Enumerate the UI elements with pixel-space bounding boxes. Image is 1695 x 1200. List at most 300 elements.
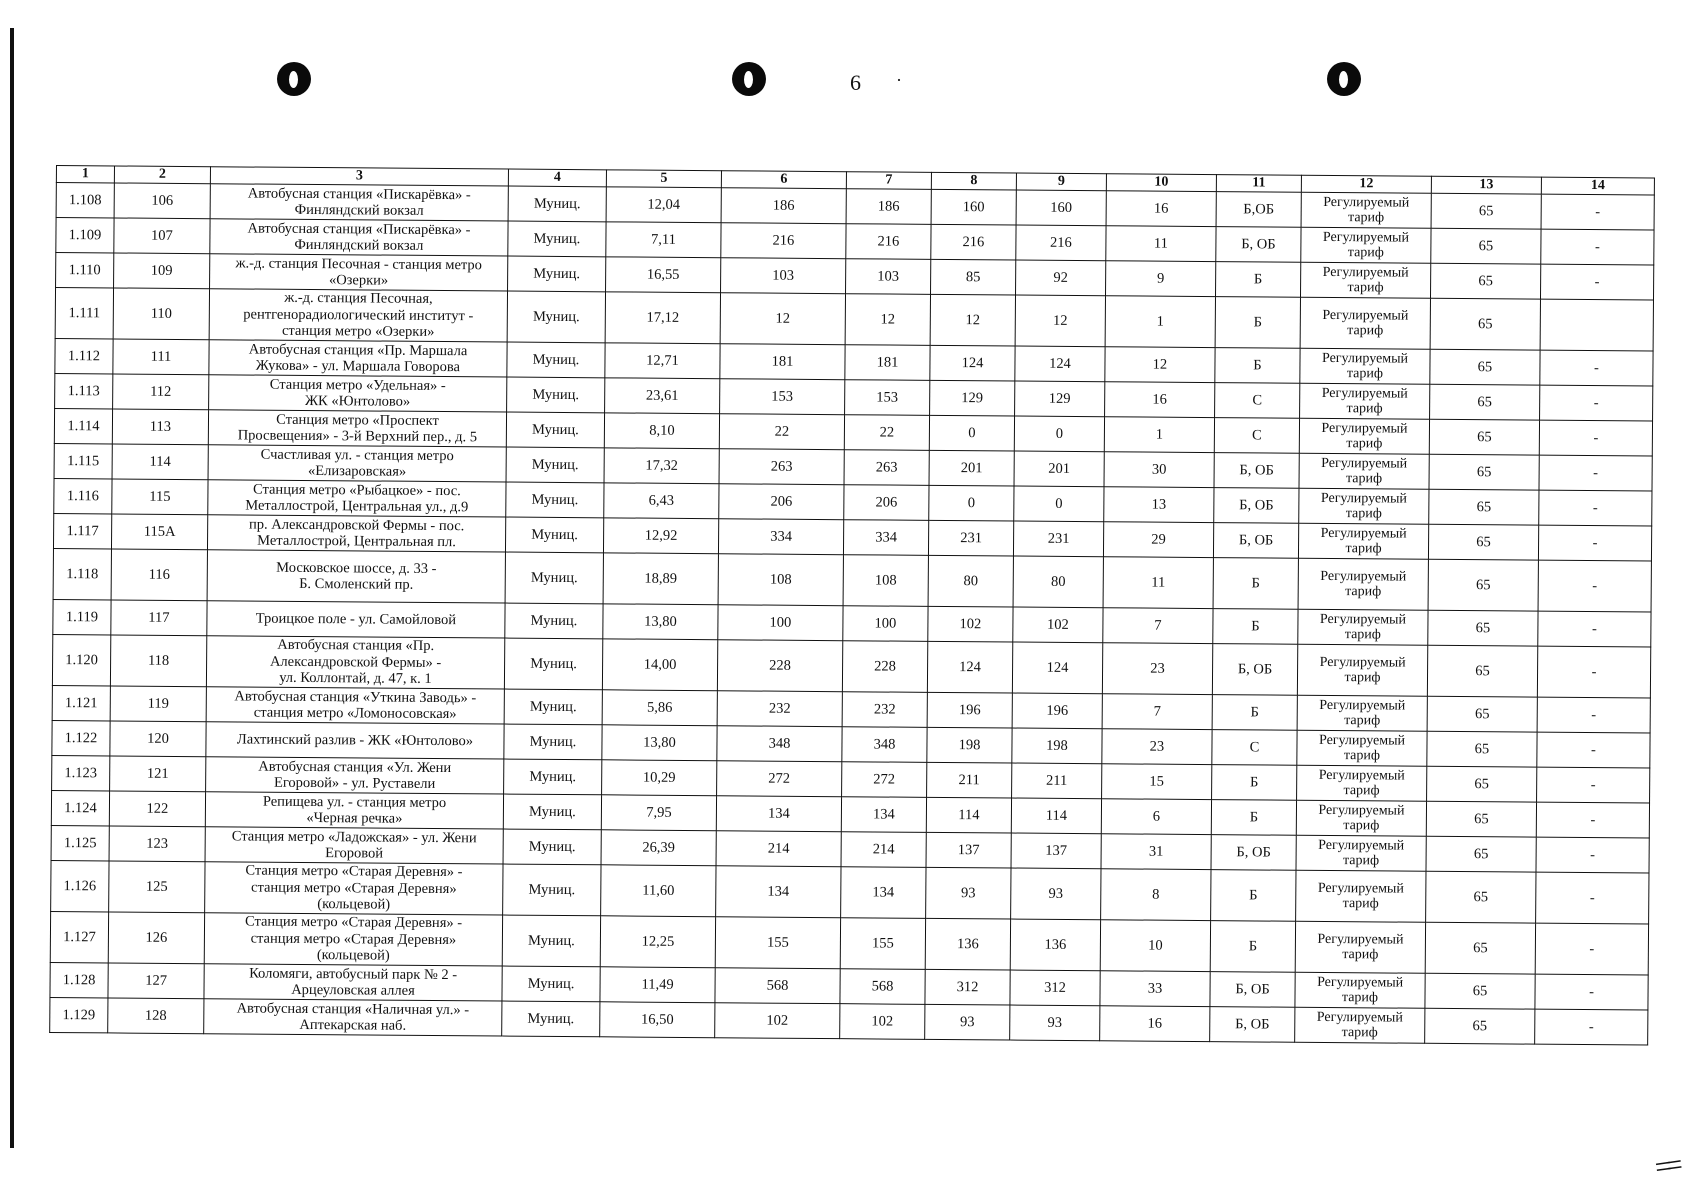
tariff-cell: Регулируемый тариф — [1295, 972, 1425, 1008]
table-cell: 1.124 — [51, 790, 109, 825]
table-cell: 8 — [1101, 869, 1211, 921]
column-header: 4 — [508, 169, 606, 187]
table-cell: - — [1537, 646, 1650, 698]
table-cell: 263 — [844, 450, 929, 486]
table-cell: 9 — [1106, 261, 1216, 297]
table-cell: Б — [1215, 297, 1300, 349]
table-cell: 201 — [1014, 451, 1104, 487]
table-cell: Б — [1213, 609, 1298, 645]
table-cell: - — [1540, 264, 1653, 300]
table-cell: 312 — [1010, 970, 1100, 1006]
tariff-cell: Регулируемый тариф — [1299, 453, 1429, 489]
route-name-cell: Автобусная станция «Наличная ул.» - Аптекарская наб. — [204, 999, 502, 1036]
route-name-cell: Станция метро «Удельная» - ЖК «Юнтолово» — [209, 375, 507, 412]
route-name-cell: Автобусная станция «Пискарёвка» - Финляндский вокзал — [210, 219, 508, 256]
table-cell: 121 — [110, 756, 206, 792]
table-cell: 124 — [930, 345, 1015, 381]
table-cell: 65 — [1426, 836, 1536, 872]
table-cell: 125 — [109, 861, 205, 913]
table-cell: 65 — [1425, 973, 1535, 1009]
table-cell: 7,95 — [601, 795, 716, 831]
table-cell: 111 — [113, 339, 209, 375]
table-cell: 92 — [1016, 260, 1106, 296]
column-header: 7 — [846, 172, 931, 190]
table-cell: 214 — [841, 832, 926, 868]
table-cell: С — [1215, 383, 1300, 419]
tariff-cell: Регулируемый тариф — [1299, 488, 1429, 524]
table-cell: 23 — [1102, 729, 1212, 765]
table-cell: 211 — [927, 762, 1012, 798]
table-cell: 80 — [928, 555, 1013, 607]
table-cell: 1.109 — [56, 218, 114, 253]
table-cell: Б — [1211, 870, 1296, 922]
table-cell: Муниц. — [504, 638, 602, 690]
table-cell: 15 — [1102, 764, 1212, 800]
table-cell: Муниц. — [502, 966, 600, 1002]
table-cell: 119 — [110, 686, 206, 722]
table-cell: 124 — [927, 641, 1012, 693]
table-cell: 22 — [844, 415, 929, 451]
column-header: 8 — [931, 172, 1016, 190]
table-cell: Муниц. — [506, 412, 604, 448]
table-cell: Муниц. — [505, 552, 603, 604]
table-cell: Муниц. — [507, 342, 605, 378]
table-cell: - — [1538, 611, 1651, 647]
table-cell: 231 — [1013, 521, 1103, 557]
table-cell: 196 — [927, 692, 1012, 728]
table-cell: 5,86 — [602, 690, 717, 726]
table-cell: 201 — [929, 450, 1014, 486]
table-cell: 228 — [842, 641, 927, 693]
table-cell: 115А — [111, 514, 207, 550]
table-cell: 65 — [1428, 524, 1538, 560]
table-cell: 17,32 — [604, 448, 719, 484]
route-name-cell: Репищева ул. - станция метро «Черная речка» — [205, 792, 503, 829]
tariff-cell: Регулируемый тариф — [1298, 523, 1428, 559]
table-cell: 272 — [717, 761, 842, 797]
table-cell: 65 — [1430, 263, 1540, 299]
routes-table — [49, 165, 1655, 1046]
table-cell: 16 — [1105, 382, 1215, 418]
table-cell: 65 — [1431, 228, 1541, 264]
table-cell: 216 — [846, 224, 931, 260]
table-cell: - — [1535, 1009, 1648, 1045]
table-cell: Б, ОБ — [1214, 453, 1299, 489]
table-cell: 155 — [715, 917, 840, 969]
route-name-cell: Троицкое поле - ул. Самойловой — [207, 601, 505, 638]
table-cell: Б, ОБ — [1212, 644, 1297, 696]
route-name-cell: Автобусная станция «Ул. Жени Егоровой» - ул. Руставели — [206, 757, 504, 794]
tariff-cell: Регулируемый тариф — [1300, 348, 1430, 384]
table-cell: 124 — [1012, 642, 1102, 694]
table-cell: 65 — [1425, 1008, 1535, 1044]
table-cell: 196 — [1012, 693, 1102, 729]
table-cell: 12 — [1105, 347, 1215, 383]
table-cell: - — [1536, 802, 1649, 838]
table-cell: 134 — [716, 866, 841, 918]
route-name-cell: Станция метро «Старая Деревня» - станция метро «Старая Деревня» (кольцевой) — [205, 862, 503, 915]
table-cell: 12 — [930, 294, 1015, 346]
table-cell: 65 — [1428, 610, 1538, 646]
table-cell: 1.118 — [53, 548, 111, 599]
table-cell: 103 — [721, 258, 846, 294]
table-cell: 216 — [1016, 225, 1106, 261]
table-cell: - — [1538, 525, 1651, 561]
column-header: 11 — [1216, 175, 1301, 193]
column-header: 12 — [1301, 175, 1431, 193]
table-cell: 232 — [717, 691, 842, 727]
table-cell: - — [1540, 350, 1653, 386]
table-cell: 65 — [1429, 419, 1539, 455]
table-cell: 1.121 — [52, 685, 110, 720]
table-cell: 103 — [846, 259, 931, 295]
table-cell: - — [1539, 455, 1652, 491]
route-name-cell: Автобусная станция «Уткина Заводь» - станция метро «Ломоносовская» — [206, 687, 504, 724]
column-header: 13 — [1431, 176, 1541, 194]
table-cell: Б — [1212, 695, 1297, 731]
table-cell: 134 — [841, 867, 926, 919]
table-cell: 216 — [931, 224, 1016, 260]
table-cell: 1.120 — [52, 634, 110, 685]
table-cell — [1540, 299, 1653, 351]
tariff-cell: Регулируемый тариф — [1300, 297, 1430, 349]
table-cell: 108 — [718, 554, 843, 606]
table-cell: 93 — [1011, 868, 1101, 920]
route-name-cell: ж.-д. станция Песочная - станция метро «Озерки» — [210, 254, 508, 291]
punch-hole-center — [732, 62, 766, 96]
table-cell: 263 — [719, 449, 844, 485]
tariff-cell: Регулируемый тариф — [1296, 870, 1426, 922]
table-cell: 153 — [720, 379, 845, 415]
table-cell: 117 — [111, 600, 207, 636]
page-mark: · — [896, 70, 902, 90]
table-cell: 153 — [845, 380, 930, 416]
table-cell: 7 — [1103, 608, 1213, 644]
table-cell: 16,55 — [606, 257, 721, 293]
table-cell: 112 — [113, 374, 209, 410]
table-cell: 232 — [842, 692, 927, 728]
table-cell: 11,60 — [601, 865, 716, 917]
route-name-cell: Станция метро «Старая Деревня» - станция метро «Старая Деревня» (кольцевой) — [204, 913, 502, 966]
table-cell: 136 — [1010, 919, 1100, 971]
table-cell: 7,11 — [606, 222, 721, 258]
route-name-cell: ж.-д. станция Песочная, рентгенорадиологический институт - станция метро «Озерки» — [209, 289, 507, 342]
tariff-cell: Регулируемый тариф — [1300, 262, 1430, 298]
tariff-cell: Регулируемый тариф — [1297, 644, 1427, 696]
table-cell: Муниц. — [508, 256, 606, 292]
tariff-cell: Регулируемый тариф — [1296, 835, 1426, 871]
table-cell: 1.126 — [51, 860, 109, 911]
table-cell: Муниц. — [503, 794, 601, 830]
table-cell: 114 — [112, 444, 208, 480]
table-cell: 11 — [1106, 226, 1216, 262]
tariff-cell: Регулируемый тариф — [1300, 383, 1430, 419]
table-cell: 1.119 — [53, 599, 111, 634]
table-cell: 334 — [843, 520, 928, 556]
punch-hole-left — [277, 62, 311, 96]
table-cell: 65 — [1430, 298, 1540, 350]
table-cell: С — [1214, 418, 1299, 454]
table-cell: 12 — [1015, 295, 1105, 347]
punch-hole-right — [1327, 62, 1361, 96]
table-cell: 116 — [111, 549, 207, 601]
table-cell: 1.117 — [53, 513, 111, 548]
table-cell: Муниц. — [505, 603, 603, 639]
table-cell: 65 — [1430, 384, 1540, 420]
table-cell: 568 — [715, 968, 840, 1004]
table-cell: 65 — [1427, 731, 1537, 767]
route-name-cell: Лахтинский разлив - ЖК «Юнтолово» — [206, 722, 504, 759]
column-header: 9 — [1016, 173, 1106, 191]
table-cell: 0 — [1014, 416, 1104, 452]
column-header: 1 — [56, 166, 114, 183]
tariff-cell: Регулируемый тариф — [1298, 609, 1428, 645]
table-cell: 65 — [1429, 454, 1539, 490]
tariff-cell: Регулируемый тариф — [1297, 730, 1427, 766]
table-cell: 107 — [114, 218, 210, 254]
table-cell: 16 — [1106, 191, 1216, 227]
table-cell: 100 — [843, 606, 928, 642]
table-cell: 1.122 — [52, 720, 110, 755]
table-cell: 181 — [720, 344, 845, 380]
table-cell: 334 — [718, 519, 843, 555]
table-cell: 113 — [112, 409, 208, 445]
table-cell: 122 — [109, 791, 205, 827]
table-cell: Муниц. — [507, 291, 605, 343]
route-name-cell: Автобусная станция «Пр. Маршала Жукова» - ул. Маршала Говорова — [209, 340, 507, 377]
table-cell: Б — [1215, 348, 1300, 384]
table-cell: 1.125 — [51, 825, 109, 860]
table-cell: 136 — [925, 918, 1010, 970]
table-cell: 115 — [112, 479, 208, 515]
route-name-cell: Станция метро «Проспект Просвещения» - 3-й Верхний пер., д. 5 — [208, 410, 506, 447]
table-cell: 93 — [925, 1004, 1010, 1040]
table-cell: 12,04 — [606, 187, 721, 223]
table-cell: 1.114 — [54, 408, 112, 443]
table-cell: 7 — [1102, 694, 1212, 730]
table-cell: 6,43 — [604, 483, 719, 519]
table-cell: Муниц. — [506, 482, 604, 518]
table-cell: 8,10 — [604, 413, 719, 449]
table-cell: Муниц. — [508, 186, 606, 222]
table-cell: Муниц. — [506, 447, 604, 483]
column-header: 10 — [1106, 174, 1216, 192]
table-cell: Б — [1216, 262, 1301, 298]
table-cell: 0 — [929, 415, 1014, 451]
table-cell: 1.111 — [55, 288, 113, 339]
column-header: 5 — [606, 170, 721, 188]
table-cell: С — [1212, 730, 1297, 766]
table-cell: 65 — [1427, 766, 1537, 802]
table-cell: 102 — [840, 1004, 925, 1040]
tariff-cell: Регулируемый тариф — [1295, 1007, 1425, 1043]
table-cell: 12,92 — [603, 518, 718, 554]
table-cell: 31 — [1101, 834, 1211, 870]
table-cell: - — [1535, 974, 1648, 1010]
table-cell: 568 — [840, 969, 925, 1005]
table-cell: 13 — [1104, 487, 1214, 523]
table-cell: 312 — [925, 969, 1010, 1005]
table-cell: 134 — [716, 796, 841, 832]
table-cell: Б — [1211, 800, 1296, 836]
table-cell: 1.112 — [55, 338, 113, 373]
table-cell: 13,80 — [602, 725, 717, 761]
table-cell: Муниц. — [505, 517, 603, 553]
route-name-cell: Автобусная станция «Пискарёвка» - Финляндский вокзал — [210, 184, 508, 221]
table-cell: 65 — [1429, 489, 1539, 525]
table-cell: 102 — [715, 1003, 840, 1039]
table-cell: 198 — [1012, 728, 1102, 764]
table-cell: 11,49 — [600, 967, 715, 1003]
table-cell: 16 — [1100, 1006, 1210, 1042]
table-cell: - — [1541, 194, 1654, 230]
table-cell: 137 — [1011, 833, 1101, 869]
table-cell: 348 — [842, 727, 927, 763]
table-cell: 216 — [721, 223, 846, 259]
table-cell: - — [1536, 872, 1649, 924]
tariff-cell: Регулируемый тариф — [1301, 227, 1431, 263]
table-cell: 93 — [926, 867, 1011, 919]
table-cell: 108 — [843, 555, 928, 607]
table-cell: Муниц. — [502, 1001, 600, 1037]
table-cell: Муниц. — [504, 689, 602, 725]
table-cell: 206 — [719, 484, 844, 520]
tariff-cell: Регулируемый тариф — [1298, 558, 1428, 610]
table-cell: 1.127 — [50, 911, 108, 962]
table-cell: 0 — [1014, 486, 1104, 522]
table-cell: 23 — [1102, 643, 1212, 695]
table-cell: 65 — [1426, 801, 1536, 837]
table-cell: 23,61 — [605, 378, 720, 414]
tariff-cell: Регулируемый тариф — [1297, 765, 1427, 801]
table-cell: Муниц. — [503, 829, 601, 865]
table-cell: - — [1537, 732, 1650, 768]
table-cell: - — [1537, 697, 1650, 733]
table-cell: 134 — [841, 797, 926, 833]
table-cell: 198 — [927, 727, 1012, 763]
table-cell: - — [1537, 767, 1650, 803]
corner-mark: == — [1652, 1148, 1679, 1185]
table-cell: 65 — [1428, 559, 1538, 611]
table-cell: 211 — [1012, 763, 1102, 799]
table-cell: - — [1536, 837, 1649, 873]
route-name-cell: пр. Александровской Фермы - пос. Металлострой, Центральная пл. — [207, 515, 505, 552]
table-cell: Б, ОБ — [1216, 227, 1301, 263]
table-cell: 80 — [1013, 556, 1103, 608]
table-cell: 160 — [931, 189, 1016, 225]
table-cell: 181 — [845, 345, 930, 381]
page-number: 6 — [850, 70, 861, 95]
table-cell: 1.128 — [50, 962, 108, 997]
table-cell: 228 — [717, 640, 842, 692]
table-cell: 186 — [846, 189, 931, 225]
table-cell: Муниц. — [503, 864, 601, 916]
table-cell: 17,12 — [605, 292, 720, 344]
table-cell: - — [1541, 229, 1654, 265]
table-cell: Муниц. — [504, 759, 602, 795]
table-cell: 30 — [1104, 452, 1214, 488]
table-cell: 123 — [109, 826, 205, 862]
table-cell: 272 — [842, 762, 927, 798]
table-cell: 65 — [1427, 645, 1537, 697]
table-cell: 186 — [721, 188, 846, 224]
table-cell: 65 — [1426, 871, 1536, 923]
tariff-cell: Регулируемый тариф — [1297, 695, 1427, 731]
table-cell: 1 — [1104, 417, 1214, 453]
table-cell: Б — [1213, 558, 1298, 610]
table-cell: Б,ОБ — [1216, 192, 1301, 228]
table-cell: 1.110 — [56, 253, 114, 288]
column-header: 2 — [114, 166, 210, 184]
table-cell: 127 — [108, 963, 204, 999]
table-cell: 85 — [931, 259, 1016, 295]
table-cell: 126 — [108, 912, 204, 964]
table-cell: 1 — [1105, 296, 1215, 348]
table-cell: 102 — [1013, 607, 1103, 643]
table-cell: 114 — [926, 797, 1011, 833]
table-cell: 114 — [1011, 798, 1101, 834]
table-cell: - — [1539, 420, 1652, 456]
column-header: 3 — [210, 167, 508, 186]
table-cell: 18,89 — [603, 553, 718, 605]
table-cell: 22 — [719, 414, 844, 450]
table-cell: 155 — [840, 918, 925, 970]
table-cell: - — [1535, 923, 1648, 975]
column-header: 14 — [1541, 177, 1654, 195]
table-cell: Б, ОБ — [1214, 488, 1299, 524]
table-cell: 348 — [717, 726, 842, 762]
table-cell: 10 — [1100, 920, 1210, 972]
table-cell: 33 — [1100, 971, 1210, 1007]
table-cell: 1.108 — [56, 183, 114, 218]
table-cell: 12 — [845, 294, 930, 346]
tariff-cell: Регулируемый тариф — [1295, 921, 1425, 973]
table-body — [50, 183, 1655, 1046]
table-cell: 12,25 — [600, 916, 715, 968]
table-cell: 11 — [1103, 557, 1213, 609]
table-cell: 65 — [1427, 696, 1537, 732]
table-cell: 214 — [716, 831, 841, 867]
table-cell: 118 — [110, 635, 206, 687]
route-name-cell: Станция метро «Рыбацкое» - пос. Металлострой, Центральная ул., д.9 — [208, 480, 506, 517]
table-cell: Муниц. — [508, 221, 606, 257]
table-cell: 124 — [1015, 346, 1105, 382]
table-cell: Муниц. — [504, 724, 602, 760]
table-cell: 128 — [108, 998, 204, 1034]
table-cell: Муниц. — [507, 377, 605, 413]
table-cell: Б, ОБ — [1213, 523, 1298, 559]
table-cell: 206 — [844, 485, 929, 521]
table-cell: 12,71 — [605, 343, 720, 379]
table-cell: 13,80 — [603, 604, 718, 640]
table-cell: 110 — [113, 288, 209, 340]
table-cell: 16,50 — [600, 1002, 715, 1038]
table-cell: 102 — [928, 606, 1013, 642]
table-cell: 100 — [718, 605, 843, 641]
table-cell: Б — [1210, 921, 1295, 973]
route-name-cell: Московское шоссе, д. 33 - Б. Смоленский пр. — [207, 550, 505, 603]
table-cell: Муниц. — [502, 915, 600, 967]
column-header: 6 — [721, 171, 846, 189]
table-cell: 14,00 — [602, 639, 717, 691]
scan-edge-line — [10, 28, 14, 1148]
table-cell: 6 — [1101, 799, 1211, 835]
table-cell: 93 — [1010, 1005, 1100, 1041]
table-cell: 1.115 — [54, 443, 112, 478]
table-cell: 129 — [930, 380, 1015, 416]
table-cell: Б, ОБ — [1210, 1007, 1295, 1043]
route-name-cell: Счастливая ул. - станция метро «Елизаровская» — [208, 445, 506, 482]
